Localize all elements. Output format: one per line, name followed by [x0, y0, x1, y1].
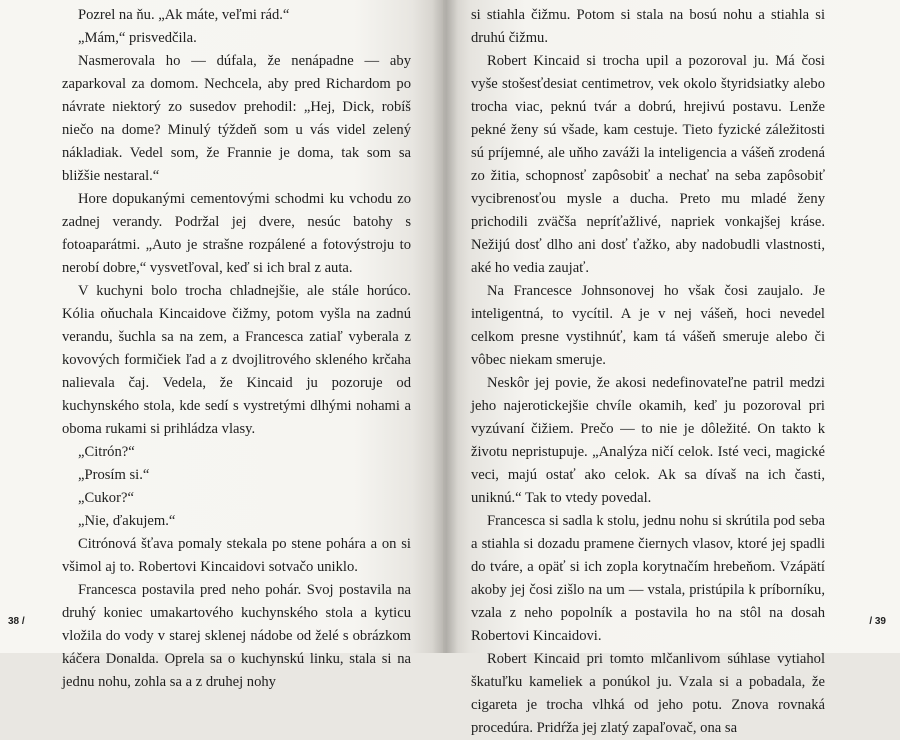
- paragraph: Francesca si sadla k stolu, jednu nohu si skrútila pod seba a stiahla si dozadu pramene čiernych vlasov, ktoré jej spadli do tváre, a opäť si ich zopla korytnačím hrebeňom. Vzápätí akoby jej čosi zišlo na um — vstala, pristúpila k príborníku, vzala z neho popolník a postavila ho na stôl na dosah Robertovi Kincaidovi.: [471, 513, 825, 644]
- paragraph: Hore dopukanými cementovými schodmi ku vchodu zo zadnej verandy. Podržal jej dvere, nesúc batohy s fotoaparátmi. „Auto je strašne rozpálené a fotovýstroju to nerobí dobre,“ vysvetľoval, keď si ich bral z auta.: [62, 191, 411, 276]
- paragraph: Citrónová šťava pomaly stekala po stene pohára a on si všimol aj to. Robertovi Kincaidovi sotvačo uniklo.: [62, 536, 411, 575]
- left-page-text: [62, 4, 411, 694]
- paragraph: Robert Kincaid si trocha upil a pozoroval ju. Má čosi vyše stošesťdesiat centimetrov, vek okolo štyridsiatky alebo trocha viac, peknú tvár a dobrú, hrejivú postavu. Lenže pekné ženy sú všade, kam cestuje. Tieto fyzické záležitosti sú príjemné, ale uňho zaváži la inteligencia a vášeň zrodená zo žitia, schopnosť zapôsobiť a nechať na seba zapôsobiť vycibrenosťou mysle a ducha. Preto mu mladé ženy prichodili zväčša nepríťažlivé, napriek vonkajšej kráse. Nežijú dosť dlho ani dosť ťažko, aby nadobudli vlastnosti, aké ho vedia zaujať.: [471, 53, 825, 276]
- paragraph: Pozrel na ňu. „Ak máte, veľmi rád.“: [78, 7, 290, 23]
- right-page-text: [471, 4, 825, 740]
- paragraph: „Cukor?“: [78, 490, 134, 506]
- paragraph: Na Francesce Johnsonovej ho však čosi zaujalo. Je inteligentná, to vycítil. A je v nej vášeň, hoci nevedel celkom presne vystihnúť, kam tá vášeň smeruje alebo či vôbec niekam smeruje.: [471, 283, 825, 368]
- page-number: / 39: [869, 616, 886, 627]
- paragraph: „Prosím si.“: [78, 467, 150, 483]
- paragraph: Francesca postavila pred neho pohár. Svoj postavila na druhý koniec umakartového kuchynského stola a kyticu vložila do vody v starej sklenej nádobe od želé s obrázkom káčera Donalda. Oprela sa o kuchynskú linku, stala si na jednu nohu, zohla sa a z druhej nohy: [62, 582, 411, 690]
- paragraph: si stiahla čižmu. Potom si stala na bosú nohu a stiahla si druhú čižmu.: [471, 7, 825, 46]
- paragraph: „Nie, ďakujem.“: [78, 513, 176, 529]
- left-page: [0, 0, 443, 690]
- paragraph: „Citrón?“: [78, 444, 135, 460]
- paragraph: V kuchyni bolo trocha chladnejšie, ale stále horúco. Kólia oňuchala Kincaidove čižmy, potom vyšla na zadnú verandu, šuchla sa na zem, a Francesca zatiaľ vyberala z kovových formičiek ľad a z dvojlitrového skleného krčaha nalievala čaj. Vedela, že Kincaid ju pozoruje od kuchynského stola, kde sedí s vystretými dlhými nohami a oboma rukami si prihládza vlasy.: [62, 283, 411, 437]
- paragraph: „Mám,“ prisvedčila.: [78, 30, 197, 46]
- paragraph: Robert Kincaid pri tomto mlčanlivom súhlase vytiahol škatuľku kameliek a ponúkol ju. Vzala si a pobadala, že cigareta je trocha vlhká od jeho potu. Znova rovnaká procedúra. Pridŕža jej zlatý zapaľovač, ona sa: [471, 651, 825, 736]
- page-number: 38 /: [8, 616, 25, 627]
- paragraph: Nasmerovala ho — dúfala, že nenápadne — aby zaparkoval za domom. Nechcela, aby pred Richardom po návrate niektorý zo susedov prehodil: „Hej, Dick, robíš niečo na dome? Minulý týždeň som u vás videl zelený nákladiak. Vedel som, že Frannie je doma, tak som sa bližšie nestaral.“: [62, 53, 411, 184]
- paragraph: Neskôr jej povie, že akosi nedefinovateľne patril medzi jeho najerotickejšie chvíle okamih, keď ju pozoroval pri vyzúvaní čižiem. Prečo — to nie je dôležité. On takto k životu nepristupuje. „Analýza ničí celok. Isté veci, magické veci, majú ostať ako celok. Ak sa dívaš na ich časti, uniknú.“ Tak to vtedy povedal.: [471, 375, 825, 506]
- right-page: [443, 0, 900, 736]
